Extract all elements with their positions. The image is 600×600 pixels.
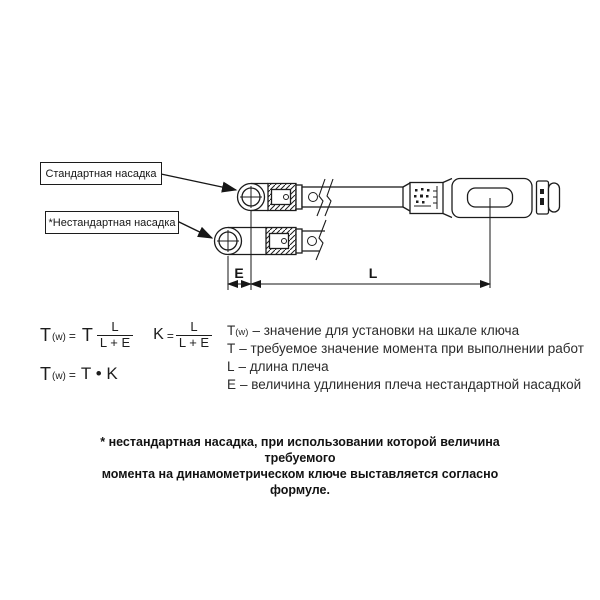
- formula1-mult: T: [81, 324, 93, 345]
- formula1-fraction: [97, 320, 133, 351]
- formula2-fraction: [176, 320, 212, 351]
- formula1-equals: =: [68, 329, 76, 343]
- callout-nonstandard-attachment: [45, 211, 179, 234]
- formula1-denominator: L + E: [97, 335, 133, 351]
- scale-section: [403, 183, 443, 214]
- callout-standard-attachment: [40, 162, 162, 185]
- handle-grip: [443, 179, 532, 218]
- footnote-line2: момента на динамометрическом ключе выставляется согласно формуле.: [101, 467, 499, 497]
- legend-item-e: E – величина удлинения плеча нестандартной насадкой: [227, 377, 582, 392]
- formula-short: [40, 361, 212, 387]
- callout-nonstandard-label: *Нестандартная насадка: [48, 216, 176, 229]
- shaft: [302, 179, 403, 216]
- formula3-lhs-sub: (w): [52, 370, 66, 382]
- torque-wrench-nonstandard: [215, 220, 327, 260]
- arrow-standard: [161, 174, 236, 190]
- formula2-equals: =: [166, 329, 174, 343]
- formula3-rhs: T • K: [80, 364, 118, 383]
- formula-main: [40, 317, 212, 353]
- legend-item-tw: T(w) – значение для установки на шкале ключа: [227, 323, 520, 338]
- legend: [227, 322, 584, 394]
- legend-item-t: T – требуемое значение момента при выполнении работ: [227, 341, 584, 356]
- break-symbol: [316, 220, 326, 260]
- legend-symbol: T: [227, 323, 236, 338]
- formula-block: [40, 317, 212, 387]
- formula2-numerator: L: [190, 318, 198, 334]
- wrench-head-extended: [215, 228, 267, 255]
- footnote: [70, 434, 530, 498]
- wrench-head: [238, 184, 269, 211]
- callout-standard-label: Стандартная насадка: [45, 167, 157, 180]
- footnote-line1: * нестандартная насадка, при использовании которой величина требуемого: [100, 435, 500, 465]
- formula1-lhs: T: [40, 324, 51, 345]
- legend-symbol: E: [227, 377, 237, 392]
- formula1-numerator: L: [111, 318, 119, 334]
- arrow-nonstandard: [177, 221, 212, 238]
- legend-symbol: T: [227, 341, 236, 356]
- torque-wrench-standard: [238, 179, 560, 218]
- square-drive: [268, 184, 302, 211]
- end-cap: [537, 181, 560, 214]
- legend-item-l: L – длина плеча: [227, 359, 329, 374]
- formula3-equals: =: [68, 368, 76, 382]
- square-drive: [266, 228, 302, 255]
- formula2-denominator: L + E: [176, 335, 212, 351]
- legend-symbol: L: [227, 359, 235, 374]
- formula2-lhs: K: [153, 326, 164, 343]
- dimension-e-label: E: [234, 265, 244, 281]
- dimension-l-label: L: [368, 265, 378, 281]
- shaft-cut: [302, 220, 326, 260]
- formula3-lhs: T: [40, 363, 51, 384]
- formula1-lhs-sub: (w): [52, 331, 66, 343]
